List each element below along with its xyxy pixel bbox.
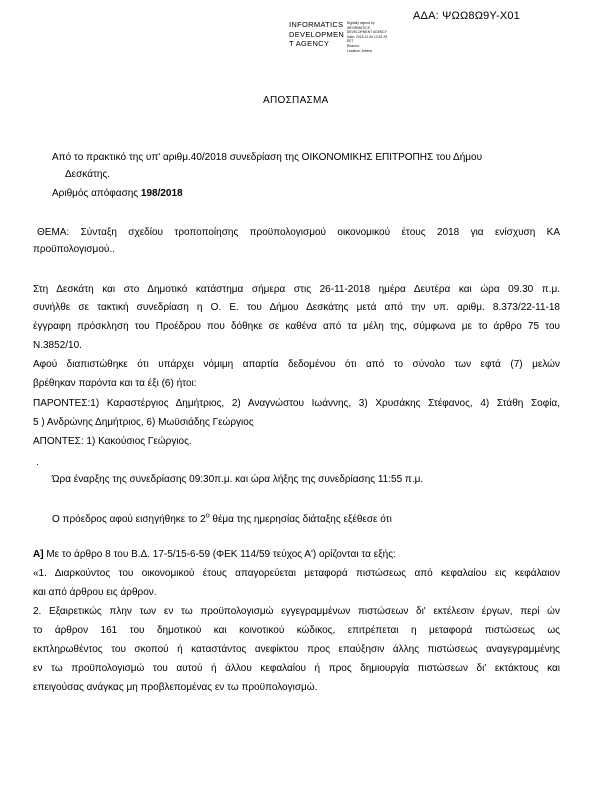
law-paragraph-1-line-2: και από άρθρου εις άρθρον. — [33, 587, 157, 598]
absent-members: ΑΠΟΝΤΕΣ: 1) Κακούσιος Γεώργιος. — [33, 436, 192, 447]
law-paragraph-2-line-2: το άρθρον 161 του δημοτικού και κοινοτικού κώδικος, επιτρέπεται η μεταφορά πιστώσεως ως — [33, 625, 560, 636]
digital-signature-stamp — [289, 20, 409, 64]
intro-line-2: Δεσκάτης. — [65, 169, 111, 180]
stamp-signer-name: INFORMATICS DEVELOPMEN T AGENCY — [289, 20, 345, 48]
meeting-line-3: έγγραφη πρόσκληση του Προέδρου που δόθηκε σε καθένα από τα μέλη της, σύμφωνα με το άρθρο 75 του — [33, 321, 560, 332]
meeting-line-2: συνήλθε σε τακτική συνεδρίαση η Ο. Ε. του Δήμου Δεσκάτης μετά από την υπ. αριθμ. 8.373/22-11-18 — [33, 302, 560, 313]
meeting-time: Ώρα έναρξης της συνεδρίασης 09:30π.μ. και ώρα λήξης της συνεδρίασης 11:55 π.μ. — [52, 474, 424, 485]
quorum-line-1: Αφού διαπιστώθηκε ότι υπάρχει νόμιμη απαρτία δεδομένου ότι από το σύνολο των εφτά (7) μελών — [33, 359, 560, 370]
chair-statement: Ο πρόεδρος αφού εισηγήθηκε το $2^o$ θέμα της ημερησίας διάταξης εξέθεσε ότι — [52, 512, 392, 525]
present-members-line-2: 5 ) Ανδρώνης Δημήτριος, 6) Μωϋσιάδης Γεώργιος — [33, 417, 254, 428]
stray-mark: . — [36, 457, 39, 468]
subject-line-2: προϋπολογισμού.. — [33, 244, 115, 255]
meeting-line-4: Ν.3852/10. — [33, 340, 82, 351]
law-paragraph-2-line-1: 2. Εξαιρετικώς πλην των εν τω προϋπολογισμώ εγγεγραμμένων πιστώσεων δι' εκτέλεσιν έργων, περί ών — [33, 606, 560, 617]
ada-code: ΑΔΑ: ΨΩΩ8Ω9Υ-Χ01 — [413, 10, 521, 22]
subject-line-1: ΘΕΜΑ: Σύνταξη σχεδίου τροποποίησης προϋπολογισμού οικονομικού έτους 2018 για ενίσχυση ΚΑ — [37, 227, 560, 238]
section-a-intro: Α] Με το άρθρο 8 του Β.Δ. 17-5/15-6-59 (ΦΕΚ 114/59 τεύχος Α') ορίζονται τα εξής: — [33, 549, 396, 560]
law-paragraph-2-line-5: επειγούσας ανάγκας μη προβλεπομένας εν τω προϋπολογισμώ. — [33, 682, 318, 693]
law-paragraph-2-line-3: εκπληρωθέντος του σκοπού ή καταστάντος ανεφίκτου προς επαύξησιν άλλης πιστώσεως αναγεγραμμένης — [33, 644, 560, 655]
intro-line-1: Από το πρακτικό της υπ' αριθμ.40/2018 συνεδρίαση της ΟΙΚΟΝΟΜΙΚΗΣ ΕΠΙΤΡΟΠΗΣ του Δήμου — [52, 152, 483, 163]
quorum-line-2: βρέθηκαν παρόντα και τα έξι (6) ήτοι: — [33, 378, 197, 389]
document-title: ΑΠΟΣΠΑΣΜΑ — [263, 95, 329, 106]
meeting-line-1: Στη Δεσκάτη και στο Δημοτικό κατάστημα σήμερα στις 26-11-2018 ημέρα Δευτέρα και ώρα 09.30 π.μ. — [33, 284, 560, 295]
decision-number: Αριθμός απόφασης 198/2018 — [52, 188, 183, 199]
law-paragraph-1-line-1: «1. Διαρκούντος του οικονομικού έτους απαγορεύεται μεταφορά πιστώσεως από κεφαλαίου εις κεφάλαιον — [33, 568, 560, 579]
present-members-line-1: ΠΑΡΟΝΤΕΣ:1) Καραστέργιος Δημήτριος, 2) Αναγνώστου Ιωάννης, 3) Χρυσάκης Στέφανος, 4) Στάθη Σοφία, — [33, 398, 560, 409]
law-paragraph-2-line-4: εν τω προϋπολογισμώ του αυτού ή άλλου κεφαλαίου ή προς δημιουργία πιστώσεων δι' εκτάκτους και — [33, 663, 560, 674]
stamp-signature-details: Digitally signed by INFORMATICS DEVELOPMENT AGENCY Date: 2018.12.06 13:51:29 EET Reason: Location: Athens — [347, 21, 388, 53]
